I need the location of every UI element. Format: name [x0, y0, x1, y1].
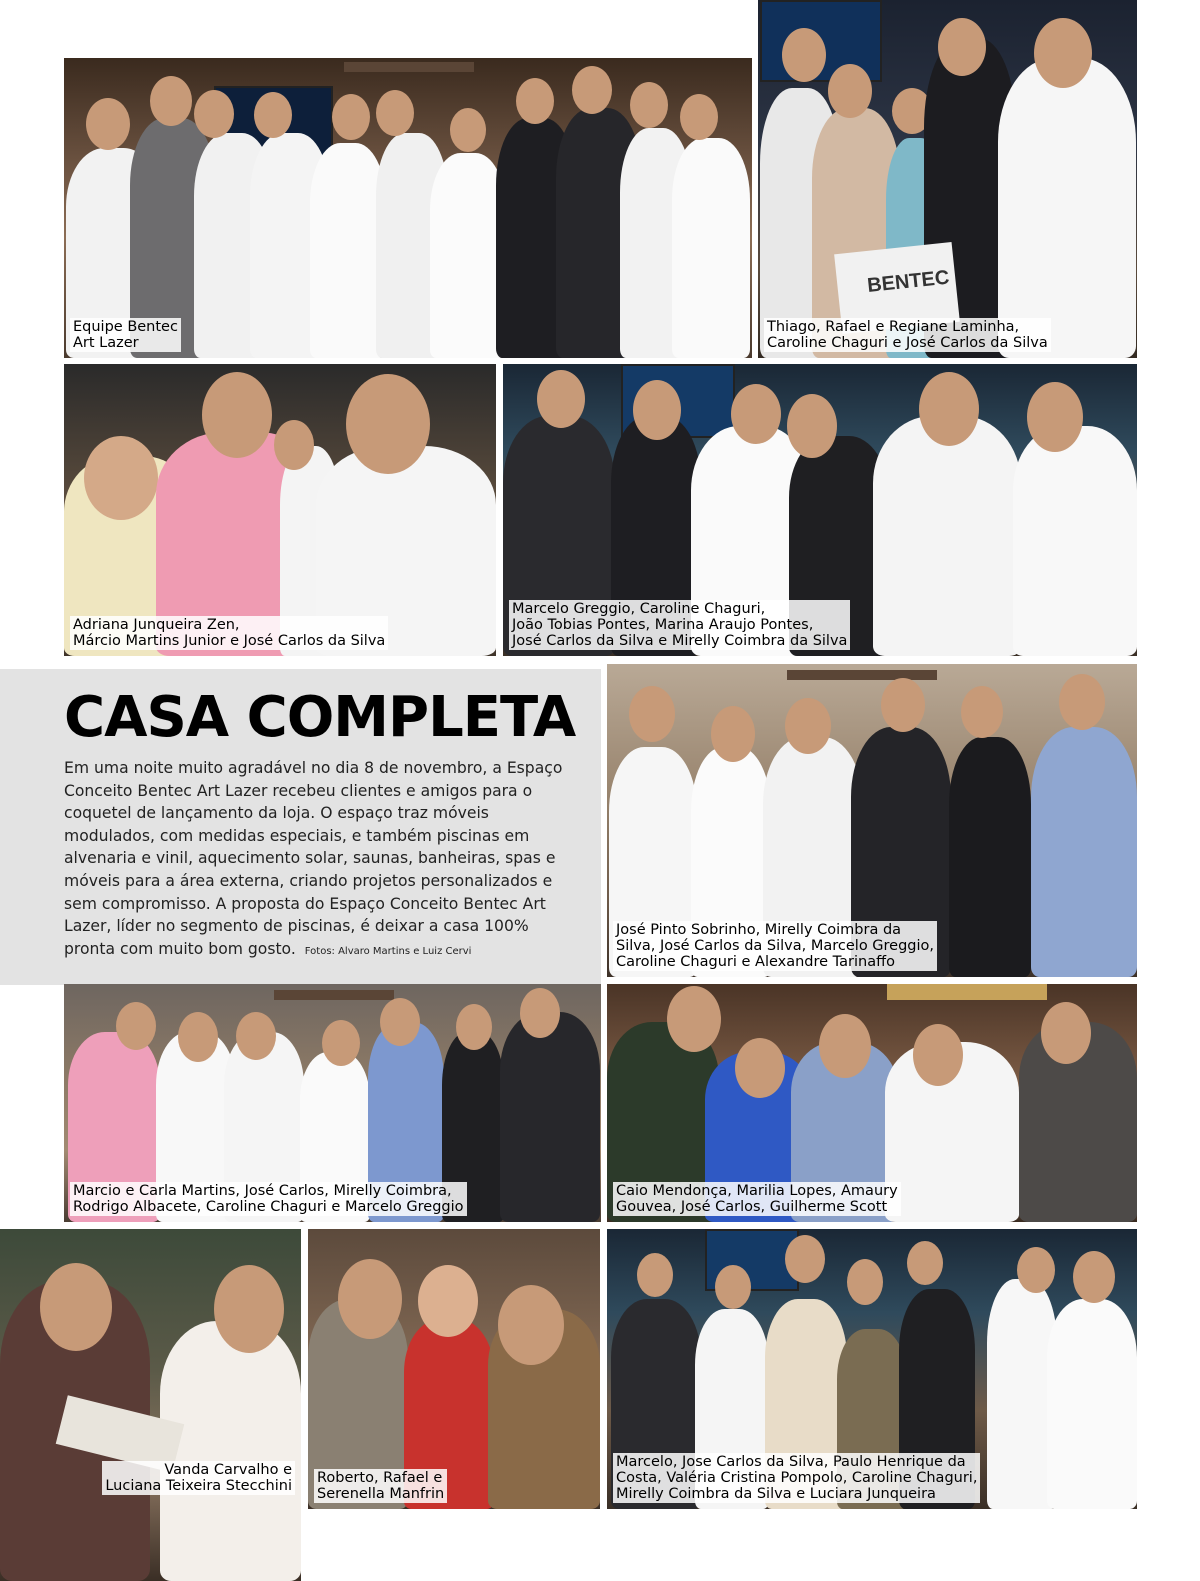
head	[274, 420, 314, 470]
head	[178, 1012, 218, 1062]
photo-caption: Vanda Carvalho e Luciana Teixeira Stecchini	[102, 1461, 295, 1495]
photo-caption: Roberto, Rafael e Serenella Manfrin	[314, 1469, 447, 1503]
head	[961, 686, 1003, 738]
photo-jose-pinto	[607, 664, 1137, 977]
head	[194, 90, 234, 138]
head	[376, 90, 414, 136]
head	[236, 1012, 276, 1060]
head	[1034, 18, 1092, 88]
photo-roberto-serenella	[308, 1229, 600, 1509]
head	[629, 686, 675, 742]
head	[418, 1265, 478, 1337]
article-body	[64, 757, 564, 963]
head	[338, 1259, 402, 1339]
head	[322, 1020, 360, 1066]
photo-vanda-luciana	[0, 1229, 301, 1581]
head	[572, 66, 612, 114]
person	[430, 153, 506, 358]
article-body-text: Em uma noite muito agradável no dia 8 de novembro, a Espaço Conceito Bentec Art Lazer recebeu clientes e amigos para o coquetel de lançamento da loja. O espaço traz móveis modulados, com medidas especiais, e também piscinas em alvenaria e vinil, aquecimento solar, saunas, banheiras, spas e móveis para a área externa, criando projetos personalizados e sem compromisso. A proposta do Espaço Conceito Bentec Art Lazer, líder no segmento de piscinas, é deixar a casa 100% pronta com muito bom gosto.	[64, 759, 563, 958]
head	[498, 1285, 564, 1365]
head	[1017, 1247, 1055, 1293]
head	[913, 1024, 963, 1086]
person	[1013, 426, 1137, 656]
head	[214, 1265, 284, 1353]
head	[380, 998, 420, 1046]
head	[731, 384, 781, 444]
head	[332, 94, 370, 140]
head	[450, 108, 486, 152]
photo-marcio-carla	[64, 984, 601, 1222]
person	[873, 416, 1021, 656]
person	[310, 143, 386, 358]
head	[785, 698, 831, 754]
head	[785, 1235, 825, 1283]
photo-credits: Fotos: Alvaro Martins e Luiz Cervi	[304, 945, 472, 957]
photo-laminha-family	[758, 0, 1137, 358]
head	[84, 436, 158, 520]
head	[456, 1004, 492, 1050]
head	[633, 380, 681, 440]
photo-caio-marilia	[607, 984, 1137, 1222]
shopping-bag: BENTEC	[834, 242, 960, 334]
photo-marcelo-group	[607, 1229, 1137, 1509]
head	[637, 1253, 673, 1297]
head	[667, 986, 721, 1052]
head	[86, 98, 130, 150]
photo-caption: Adriana Junqueira Zen, Márcio Martins Junior e José Carlos da Silva	[70, 616, 388, 650]
photo-caption: Marcelo Greggio, Caroline Chaguri, João Tobias Pontes, Marina Araujo Pontes, José Carlos da Silva e Mirelly Coimbra da Silva	[509, 600, 850, 650]
person	[160, 1321, 301, 1581]
head	[847, 1259, 883, 1305]
person	[949, 737, 1031, 977]
head	[715, 1265, 751, 1309]
person	[672, 138, 750, 358]
head	[881, 678, 925, 732]
shelf	[787, 670, 937, 680]
head	[735, 1038, 785, 1098]
head	[711, 706, 755, 762]
person	[500, 1012, 600, 1222]
head	[520, 988, 560, 1038]
person	[1031, 727, 1137, 977]
head	[782, 28, 826, 82]
photo-equipe-bentec	[64, 58, 752, 358]
head	[116, 1002, 156, 1050]
photo-greggio-pontes	[503, 364, 1137, 656]
head	[516, 78, 554, 124]
article-headline: CASA COMPLETA	[64, 685, 576, 750]
shelf	[344, 62, 474, 72]
head	[938, 18, 986, 76]
photo-caption: José Pinto Sobrinho, Mirelly Coimbra da Silva, José Carlos da Silva, Marcelo Greggio, Caroline Chaguri e Alexandre Tarinaffo	[613, 921, 937, 971]
head	[919, 372, 979, 446]
head	[828, 64, 872, 118]
head	[254, 92, 292, 138]
head	[1073, 1251, 1115, 1303]
head	[1059, 674, 1105, 730]
photo-caption: Thiago, Rafael e Regiane Laminha, Caroline Chaguri e José Carlos da Silva	[764, 318, 1051, 352]
photo-caption: Marcelo, Jose Carlos da Silva, Paulo Henrique da Costa, Valéria Cristina Pompolo, Caroline Chaguri, Mirelly Coimbra da Silva e Luciara Junqueira	[613, 1453, 980, 1503]
head	[1041, 1002, 1091, 1064]
shelf	[887, 984, 1047, 1000]
head	[787, 394, 837, 458]
shelf	[274, 990, 394, 1000]
head	[40, 1263, 112, 1351]
head	[150, 76, 192, 126]
photo-adriana-marcio	[64, 364, 496, 656]
photo-caption: Equipe Bentec Art Lazer	[70, 318, 181, 352]
head	[630, 82, 668, 128]
head	[1027, 382, 1083, 452]
head	[907, 1241, 943, 1285]
photo-caption: Caio Mendonça, Marilia Lopes, Amaury Gouvea, José Carlos, Guilherme Scott	[613, 1182, 901, 1216]
person	[998, 58, 1136, 358]
head	[680, 94, 718, 140]
person	[1047, 1299, 1137, 1509]
photo-caption: Marcio e Carla Martins, José Carlos, Mirelly Coimbra, Rodrigo Albacete, Caroline Chaguri e Marcelo Greggio	[70, 1182, 467, 1216]
head	[819, 1014, 871, 1078]
head	[346, 374, 430, 474]
head	[537, 370, 585, 428]
head	[202, 372, 272, 458]
